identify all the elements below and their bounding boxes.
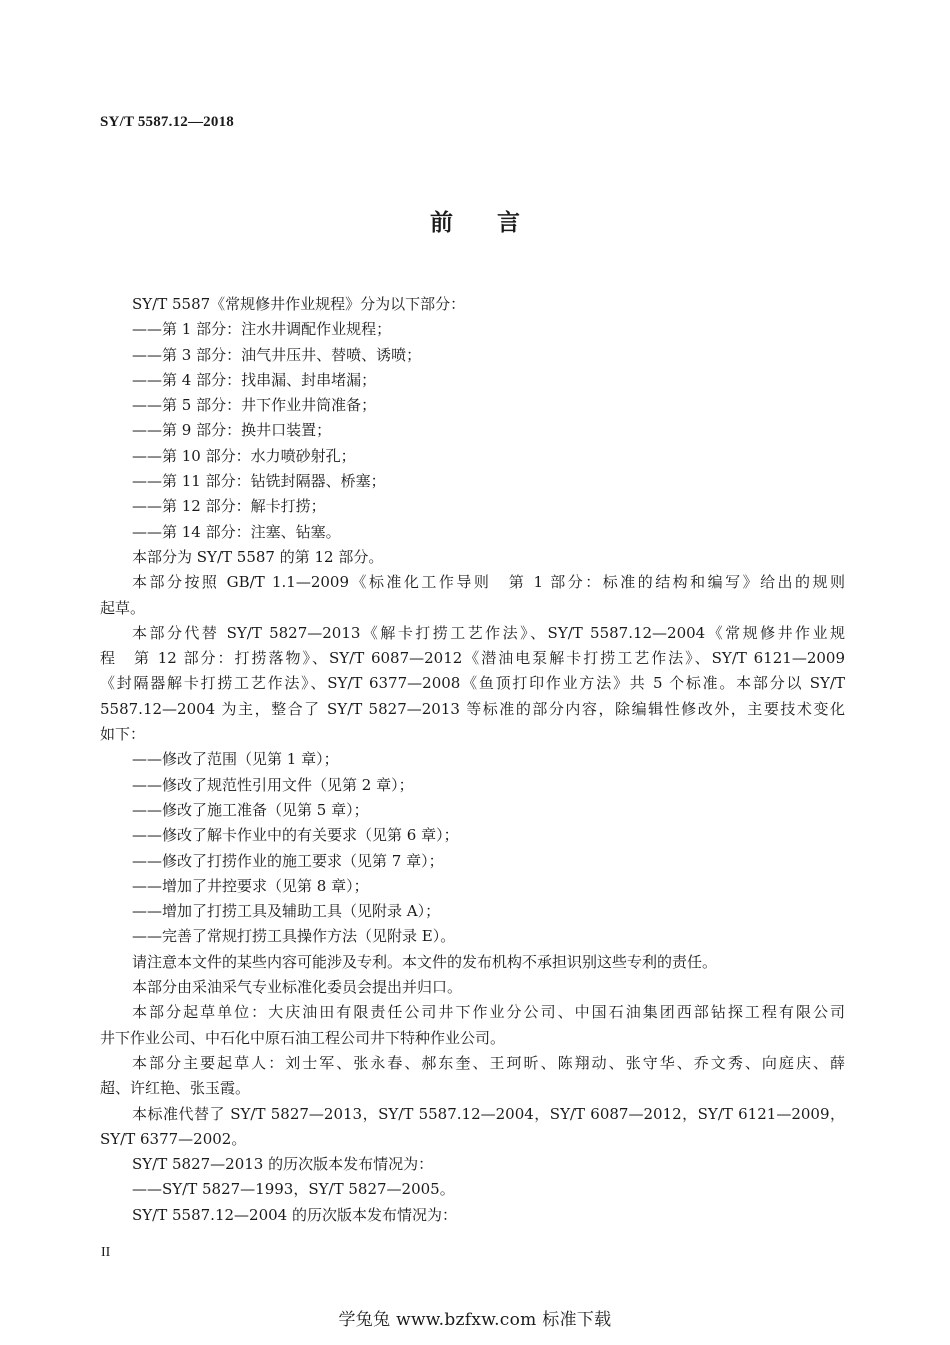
- paragraph-line: SY/T 5587.12—2004 的历次版本发布情况为：: [132, 1205, 457, 1224]
- paragraph-line: 本部分起草单位：大庆油田有限责任公司井下作业分公司、中国石油集团西部钻探工程有限公司: [132, 1003, 845, 1022]
- paragraph-line: 本部分按照 GB/T 1.1—2009《标准化工作导则 第 1 部分：标准的结构和编写》给出的规则: [132, 573, 845, 592]
- paragraph-line: ——完善了常规打捞工具操作方法（见附录 E）。: [132, 927, 456, 946]
- paragraph-line: ——第 10 部分：水力喷砂射孔；: [132, 446, 356, 465]
- paragraph-line: ——增加了井控要求（见第 8 章）；: [132, 876, 369, 895]
- paragraph-line: 本部分由采油采气专业标准化委员会提出并归口。: [132, 978, 463, 997]
- paragraph-line: 请注意本文件的某些内容可能涉及专利。本文件的发布机构不承担识别这些专利的责任。: [132, 952, 718, 971]
- paragraph-line: 5587.12—2004 为主，整合了 SY/T 5827—2013 等标准的部分内容，除编辑性修改外，主要技术变化: [100, 699, 845, 718]
- paragraph-line: ——第 5 部分：井下作业井筒准备；: [132, 396, 377, 415]
- paragraph-line: 本标准代替了 SY/T 5827—2013，SY/T 5587.12—2004，SY/T 6087—2012，SY/T 6121—2009，: [132, 1104, 845, 1123]
- paragraph-line: 如下：: [100, 725, 146, 744]
- paragraph-line: 本部分主要起草人：刘士军、张永春、郝东奎、王珂昕、陈翔动、张守华、乔文秀、向庭庆、薛: [132, 1053, 845, 1072]
- page-title: 前言: [430, 210, 564, 236]
- paragraph-line: 程 第 12 部分：打捞落物》、SY/T 6087—2012《潜油电泵解卡打捞工艺作法》、SY/T 6121—2009: [100, 649, 845, 668]
- paragraph-line: ——第 14 部分：注塞、钻塞。: [132, 522, 341, 541]
- paragraph-line: ——修改了规范性引用文件（见第 2 章）；: [132, 775, 414, 794]
- watermark-footer: 学兔兔 www.bzfxw.com 标准下载: [338, 1310, 612, 1330]
- paragraph-line: ——修改了范围（见第 1 章）；: [132, 750, 339, 769]
- paragraph-line: SY/T 6377—2002。: [100, 1129, 247, 1148]
- paragraph-line: SY/T 5587《常规修井作业规程》分为以下部分：: [132, 295, 466, 313]
- page-number: II: [101, 1245, 111, 1260]
- paragraph-line: ——增加了打捞工具及辅助工具（见附录 A）；: [132, 902, 441, 921]
- document-body: [100, 292, 845, 1228]
- paragraph-line: 《封隔器解卡打捞工艺作法》、SY/T 6377—2008《鱼顶打印作业方法》共 5 个标准。本部分以 SY/T: [100, 674, 845, 693]
- paragraph-line: 本部分为 SY/T 5587 的第 12 部分。: [132, 547, 384, 566]
- paragraph-line: ——第 9 部分：换井口装置；: [132, 421, 332, 440]
- paragraph-line: 井下作业公司、中石化中原石油工程公司井下特种作业公司。: [100, 1028, 506, 1047]
- paragraph-line: ——SY/T 5827—1993，SY/T 5827—2005。: [132, 1180, 455, 1199]
- paragraph-line: ——第 4 部分：找串漏、封串堵漏；: [132, 370, 377, 389]
- standard-code: SY/T 5587.12—2018: [100, 114, 234, 130]
- paragraph-line: ——第 12 部分：解卡打捞；: [132, 497, 326, 516]
- paragraph-line: 起草。: [100, 598, 146, 617]
- paragraph-line: 本部分代替 SY/T 5827—2013《解卡打捞工艺作法》、SY/T 5587.12—2004《常规修井作业规: [132, 623, 845, 642]
- paragraph-line: ——修改了解卡作业中的有关要求（见第 6 章）；: [132, 826, 459, 845]
- paragraph-line: ——第 11 部分：钻铣封隔器、桥塞；: [132, 472, 386, 491]
- paragraph-line: ——第 1 部分：注水井调配作业规程；: [132, 320, 392, 339]
- paragraph-line: ——修改了打捞作业的施工要求（见第 7 章）；: [132, 851, 444, 870]
- paragraph-line: ——第 3 部分：油气井压井、替喷、诱喷；: [132, 345, 422, 364]
- paragraph-line: 超、许红艳、张玉霞。: [100, 1079, 251, 1098]
- paragraph-line: SY/T 5827—2013 的历次版本发布情况为：: [132, 1155, 434, 1174]
- paragraph-line: ——修改了施工准备（见第 5 章）；: [132, 800, 369, 819]
